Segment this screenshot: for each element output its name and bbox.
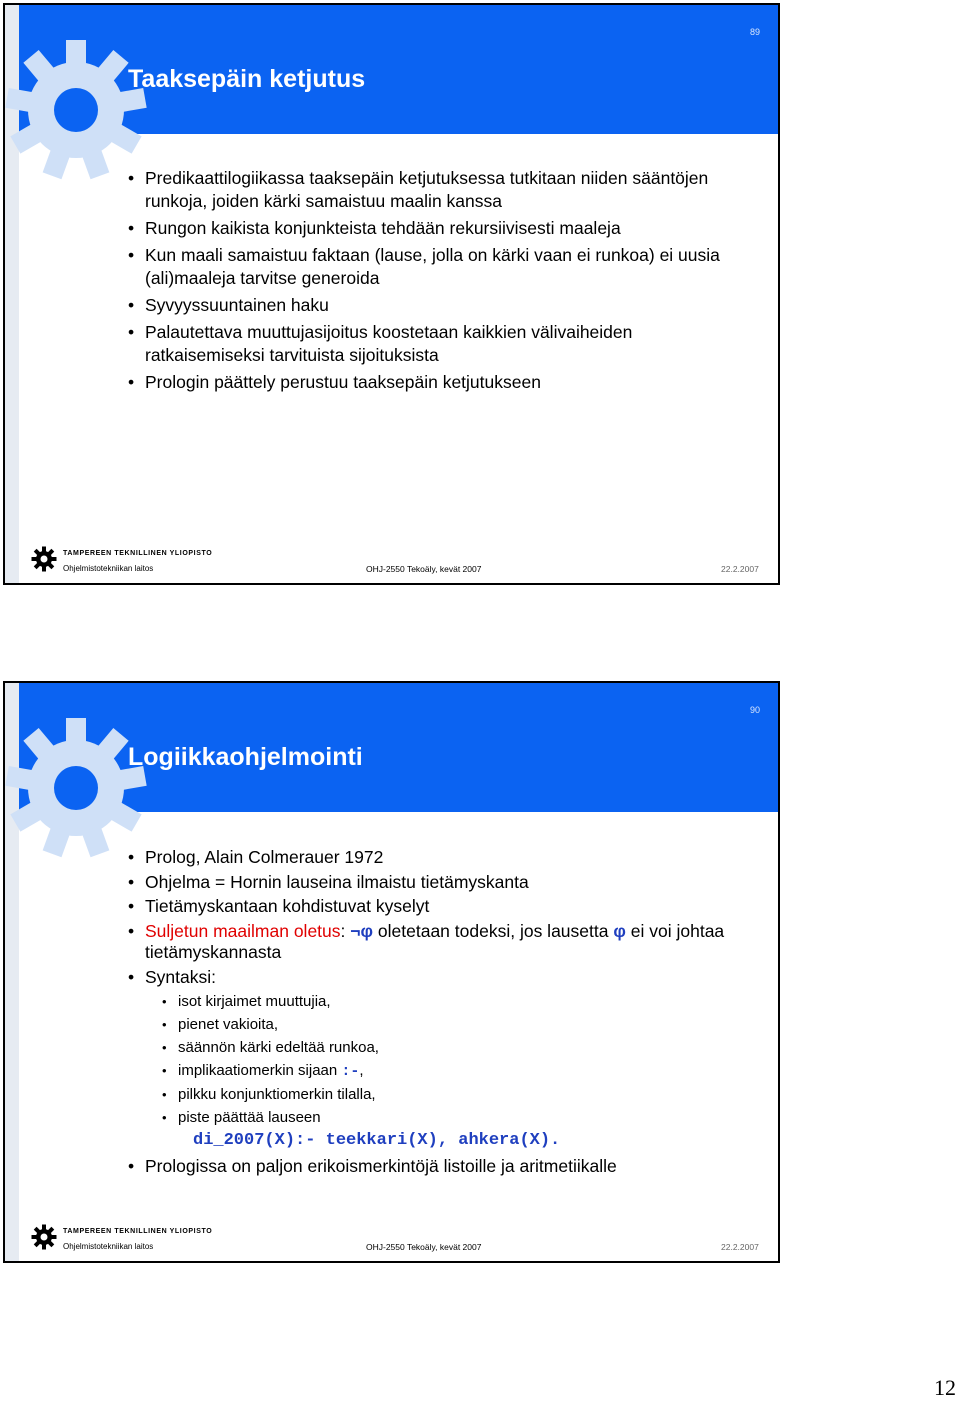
slide-footer xyxy=(5,543,778,583)
sub-bullet-item: • pilkku konjunktiomerkin tilalla, xyxy=(162,1083,728,1106)
bullet-list xyxy=(128,167,728,394)
bullet-item: • Prologin päättely perustuu taaksepäin ketjutukseen xyxy=(128,371,728,394)
bullet-item: • Predikaattilogiikassa taaksepäin ketjutuksessa tutkitaan niiden sääntöjen runkoja, joiden kärki samaistuu maalin kanssa xyxy=(128,167,728,213)
department-name: Ohjelmistotekniikan laitos xyxy=(63,1242,154,1251)
sub-bullet-item: • piste päättää lauseen xyxy=(162,1106,728,1129)
cwa-rest-text: ei voi johtaa tietämyskannasta xyxy=(145,920,725,962)
department-name: Ohjelmistotekniikan laitos xyxy=(63,564,154,573)
bullet-item: • Kun maali samaistuu faktaan (lause, jolla on kärki vaan ei runkoa) ei uusia (ali)maaleja tarvitse generoida xyxy=(128,244,728,290)
implication-text: implikaatiomerkin sijaan xyxy=(178,1062,338,1079)
bullet-item: • Rungon kaikista konjunkteista tehdään rekursiivisesti maaleja xyxy=(128,217,728,240)
course-name: OHJ-2550 Tekoäly, kevät 2007 xyxy=(366,1242,482,1252)
sub-bullet-item: • pienet vakioita, xyxy=(162,1013,728,1036)
sub-bullet-item xyxy=(162,1059,728,1083)
syntax-sub-list xyxy=(145,990,728,1129)
slide-footer xyxy=(5,1221,778,1261)
bullet-item: • Prolog, Alain Colmerauer 1972 xyxy=(128,847,728,869)
bullet-item-cwa xyxy=(128,921,728,964)
bullet-item: • Ohjelma = Hornin lauseina ilmaistu tietämyskanta xyxy=(128,872,728,894)
slide-date: 22.2.2007 xyxy=(721,1242,759,1252)
bullet-list xyxy=(128,847,728,1178)
course-name: OHJ-2550 Tekoäly, kevät 2007 xyxy=(366,564,482,574)
bullet-item: • Syvyyssuuntainen haku xyxy=(128,294,728,317)
slide-content xyxy=(128,167,728,398)
sub-bullet-item: • säännön kärki edeltää runkoa, xyxy=(162,1036,728,1059)
bullet-item-syntax xyxy=(128,967,728,1154)
university-logo-icon xyxy=(31,1224,57,1250)
gear-watermark-icon xyxy=(3,713,151,863)
slide-date: 22.2.2007 xyxy=(721,564,759,574)
slide-90 xyxy=(3,681,780,1263)
cwa-colon: : xyxy=(340,920,346,941)
negated-phi-symbol: ¬φ xyxy=(350,920,374,941)
bullet-item: • Palautettava muuttujasijoitus koostetaan kaikkien välivaiheiden ratkaisemiseksi tarvituista sijoituksista xyxy=(128,321,728,367)
gear-watermark-icon xyxy=(3,35,151,185)
syntax-label: Syntaksi: xyxy=(145,966,216,987)
code-example: di_2007(X):- teekkari(X), ahkera(X). xyxy=(193,1131,561,1150)
sub-bullet-item: • isot kirjaimet muuttujia, xyxy=(162,990,728,1013)
bullet-item: • Prologissa on paljon erikoismerkintöjä listoille ja aritmetiikalle xyxy=(128,1156,728,1178)
slide-number: 90 xyxy=(749,705,760,715)
slide-number: 89 xyxy=(749,27,760,37)
university-name: TAMPEREEN TEKNILLINEN YLIOPISTO xyxy=(63,550,213,557)
cwa-middle-text: oletetaan todeksi, jos lausetta xyxy=(377,920,609,941)
slide-content xyxy=(128,847,728,1181)
implication-suffix: , xyxy=(359,1062,364,1079)
slide-title: Logiikkaohjelmointi xyxy=(128,743,363,771)
phi-symbol: φ xyxy=(613,920,626,941)
university-logo-icon xyxy=(31,546,57,572)
slide-89 xyxy=(3,3,780,585)
implication-operator: :- xyxy=(341,1063,360,1080)
page-number: 12 xyxy=(934,1375,956,1400)
bullet-item: • Tietämyskantaan kohdistuvat kyselyt xyxy=(128,896,728,918)
slide-title: Taaksepäin ketjutus xyxy=(128,65,366,93)
cwa-term: Suljetun maailman oletus xyxy=(145,920,341,941)
university-name: TAMPEREEN TEKNILLINEN YLIOPISTO xyxy=(63,1228,213,1235)
